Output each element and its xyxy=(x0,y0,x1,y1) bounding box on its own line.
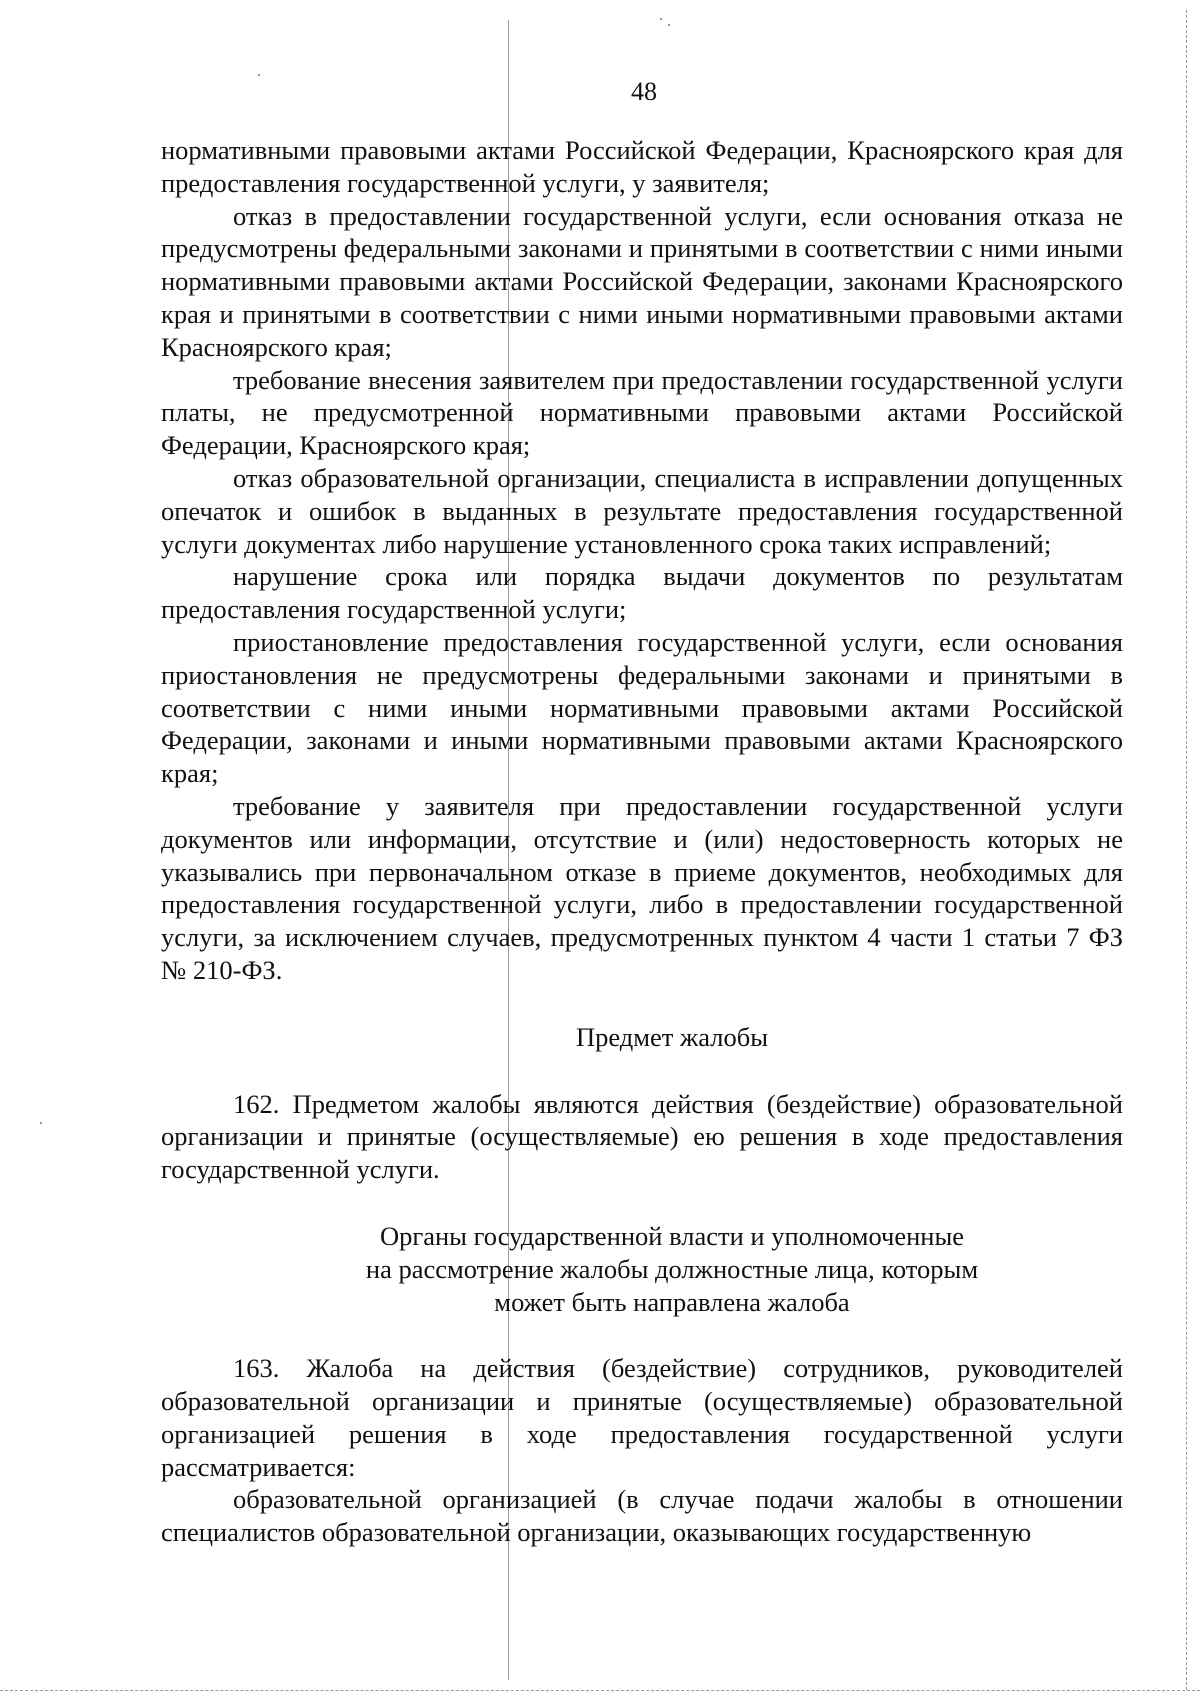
scan-speck xyxy=(668,24,670,26)
paragraph-162: 162. Предметом жалобы являются действия (бездействие) образовательной организации и принятые (осуществляемые) ею решения в ходе предоставления государственной услуги. xyxy=(161,1088,1123,1185)
heading-line: Органы государственной власти и уполномоченные xyxy=(379,1220,965,1251)
scan-speck xyxy=(40,1122,42,1124)
paragraph: требование внесения заявителем при предоставлении государственной услуги платы, не предусмотренной нормативными правовыми актами Российской Федерации, Красноярского края; xyxy=(161,364,1123,461)
heading-line: на рассмотрение жалобы должностные лица, которым xyxy=(365,1253,979,1284)
page-number: 48 xyxy=(631,77,657,106)
paragraph: отказ в предоставлении государственной услуги, если основания отказа не предусмотрены федеральными законами и принятыми в соответствии с ними иными нормативными правовыми актами Российской Федерации, законами Красноярского края и принятыми в соответствии с ними иными нормативными правовыми актами Красноярского края; xyxy=(161,200,1123,362)
scan-edge-bottom xyxy=(0,1690,1200,1691)
paragraph: требование у заявителя при предоставлении государственной услуги документов или информации, отсутствие и (или) недостоверность которых не указывались при первоначальном отказе в приеме документов, необходимых для предоставления государственной услуги, либо в предоставлении государственной услуги, за исключением случаев, предусмотренных пунктом 4 части 1 статьи 7 ФЗ № 210-ФЗ. xyxy=(161,790,1123,985)
paragraph: нарушение срока или порядка выдачи документов по результатам предоставления государственной услуги; xyxy=(161,561,1123,625)
scan-edge-right xyxy=(1186,10,1187,1690)
paragraph-163: 163. Жалоба на действия (бездействие) сотрудников, руководителей образовательной организации и принятые (осуществляемые) образовательной организацией решения в ходе предоставления государственной услуги рассматривается: xyxy=(161,1353,1123,1482)
section-heading-subject: Предмет жалобы xyxy=(575,1021,769,1052)
paragraph-continuation: нормативными правовыми актами Российской Федерации, Красноярского края для предоставления государственной услуги, у заявителя; xyxy=(161,135,1123,198)
heading-line: может быть направлена жалоба xyxy=(494,1286,850,1317)
scan-speck xyxy=(660,18,662,20)
section-heading-bodies xyxy=(161,1220,1123,1318)
paragraph: образовательной организацией (в случае подачи жалобы в отношении специалистов образовательной организации, оказывающих государственную xyxy=(161,1484,1123,1548)
paragraph: отказ образовательной организации, специалиста в исправлении допущенных опечаток и ошибок в выданных в результате предоставления государственной услуги документах либо нарушение установленного срока таких исправлений; xyxy=(161,462,1123,559)
paragraph: приостановление предоставления государственной услуги, если основания приостановления не предусмотрены федеральными законами и принятыми в соответствии с ними иными нормативными правовыми актами Российской Федерации, законами и иными нормативными правовыми актами Красноярского края; xyxy=(161,626,1123,789)
document-body xyxy=(161,134,1123,1549)
